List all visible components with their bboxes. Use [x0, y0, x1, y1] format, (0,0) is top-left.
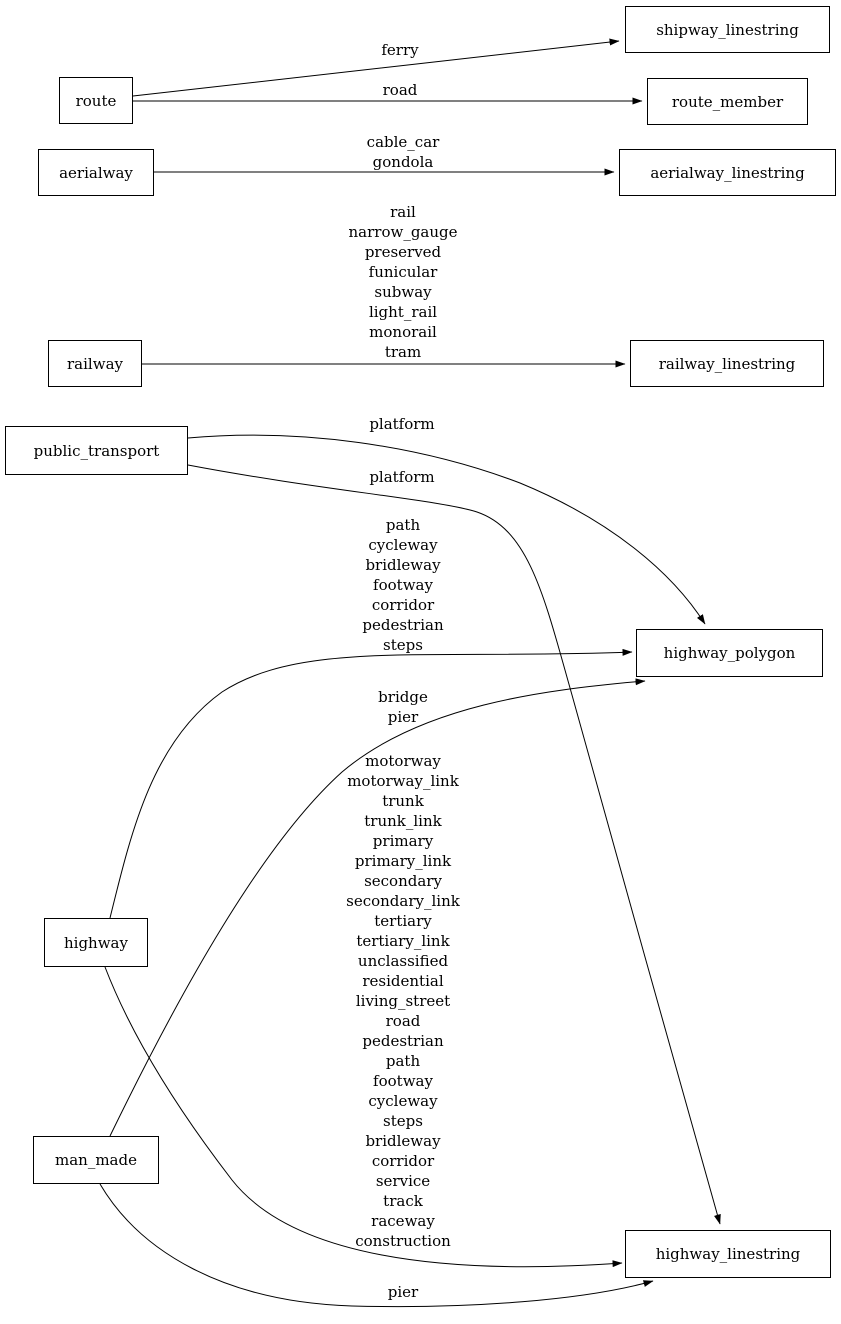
- edge-label-line: cycleway: [368, 1092, 438, 1110]
- edge-label-line: secondary: [364, 872, 442, 890]
- edge-label-line: subway: [374, 283, 432, 301]
- edge-label-line: pier: [387, 1283, 419, 1301]
- node-shipway_linestring: [625, 6, 830, 53]
- node-aerialway: [38, 149, 154, 196]
- edge-label-line: motorway: [365, 752, 441, 770]
- edge-label-line: platform: [369, 415, 435, 433]
- node-label: route_member: [671, 92, 784, 111]
- node-label: railway: [67, 354, 123, 373]
- edge-label-line: pedestrian: [362, 1032, 444, 1050]
- edge-label-line: cycleway: [368, 536, 438, 554]
- edge-label-line: ferry: [381, 41, 419, 59]
- edge-label-line: service: [375, 1172, 431, 1190]
- node-route: [59, 77, 133, 124]
- edge-highway-to-highway_linestring: [105, 967, 622, 1267]
- edge-label-line: unclassified: [357, 952, 449, 970]
- edge-man_made-to-highway_polygon: [110, 681, 645, 1136]
- edge-label-line: tertiary: [374, 912, 432, 930]
- edge-route-to-shipway_linestring: [133, 41, 619, 96]
- node-railway_linestring: [630, 340, 824, 387]
- edge-label-line: gondola: [372, 153, 434, 171]
- node-highway_polygon: [636, 629, 823, 677]
- edge-label-line: road: [382, 81, 418, 99]
- edge-label-line: light_rail: [368, 303, 438, 321]
- edge-label-line: monorail: [369, 323, 437, 341]
- edge-label-line: residential: [362, 972, 444, 990]
- edge-label-line: motorway_link: [347, 772, 459, 790]
- node-label: aerialway_linestring: [650, 163, 805, 182]
- edge-label-line: tram: [384, 343, 422, 361]
- edge-label-line: footway: [373, 576, 433, 594]
- edge-man_made-to-highway_linestring: [100, 1184, 653, 1307]
- edge-label-line: platform: [369, 468, 435, 486]
- edge-label-line: cable_car: [366, 133, 440, 151]
- edge-label-line: rail: [390, 203, 416, 221]
- node-public_transport: [5, 426, 188, 475]
- edge-label-line: narrow_gauge: [348, 223, 458, 241]
- node-highway_linestring: [625, 1230, 831, 1278]
- edge-label-line: footway: [373, 1072, 433, 1090]
- node-label: railway_linestring: [658, 354, 796, 373]
- node-label: highway: [64, 933, 128, 952]
- edge-label-line: tertiary_link: [356, 932, 450, 950]
- edge-label-line: path: [385, 516, 421, 534]
- edge-label-line: path: [385, 1052, 421, 1070]
- edge-label-line: living_street: [355, 992, 451, 1010]
- node-label: public_transport: [33, 441, 160, 460]
- node-man_made: [33, 1136, 159, 1184]
- node-label: highway_polygon: [663, 644, 796, 662]
- edge-label-line: pier: [387, 708, 419, 726]
- node-railway: [48, 340, 142, 387]
- edge-label-line: funicular: [368, 263, 438, 281]
- node-label: aerialway: [59, 163, 133, 182]
- node-label: highway_linestring: [655, 1245, 801, 1263]
- node-label: shipway_linestring: [656, 20, 799, 39]
- edge-label-line: steps: [383, 636, 423, 654]
- node-label: route: [75, 91, 117, 110]
- edge-label-line: road: [385, 1012, 421, 1030]
- node-route_member: [647, 78, 808, 125]
- edge-label-line: bridleway: [365, 1132, 441, 1150]
- edge-label-line: corridor: [371, 596, 435, 614]
- edge-label-line: trunk: [382, 792, 424, 810]
- edge-label-line: raceway: [371, 1212, 435, 1230]
- edge-label-line: steps: [383, 1112, 423, 1130]
- edge-label-line: track: [383, 1192, 423, 1210]
- edge-public_transport-to-highway_polygon: [188, 435, 705, 624]
- node-aerialway_linestring: [619, 149, 836, 196]
- edge-public_transport-to-highway_linestring: [188, 465, 720, 1224]
- edge-label-line: primary_link: [354, 852, 452, 870]
- edge-label-line: pedestrian: [362, 616, 444, 634]
- edge-label-line: corridor: [371, 1152, 435, 1170]
- edge-label-line: primary: [372, 832, 434, 850]
- node-highway: [44, 918, 148, 967]
- edge-label-line: bridleway: [365, 556, 441, 574]
- node-label: man_made: [55, 1151, 137, 1169]
- edge-label-line: secondary_link: [346, 892, 460, 910]
- edge-label-line: preserved: [364, 243, 442, 261]
- edge-label-line: bridge: [378, 688, 428, 706]
- edge-label-line: construction: [355, 1232, 451, 1250]
- edge-label-line: trunk_link: [364, 812, 442, 830]
